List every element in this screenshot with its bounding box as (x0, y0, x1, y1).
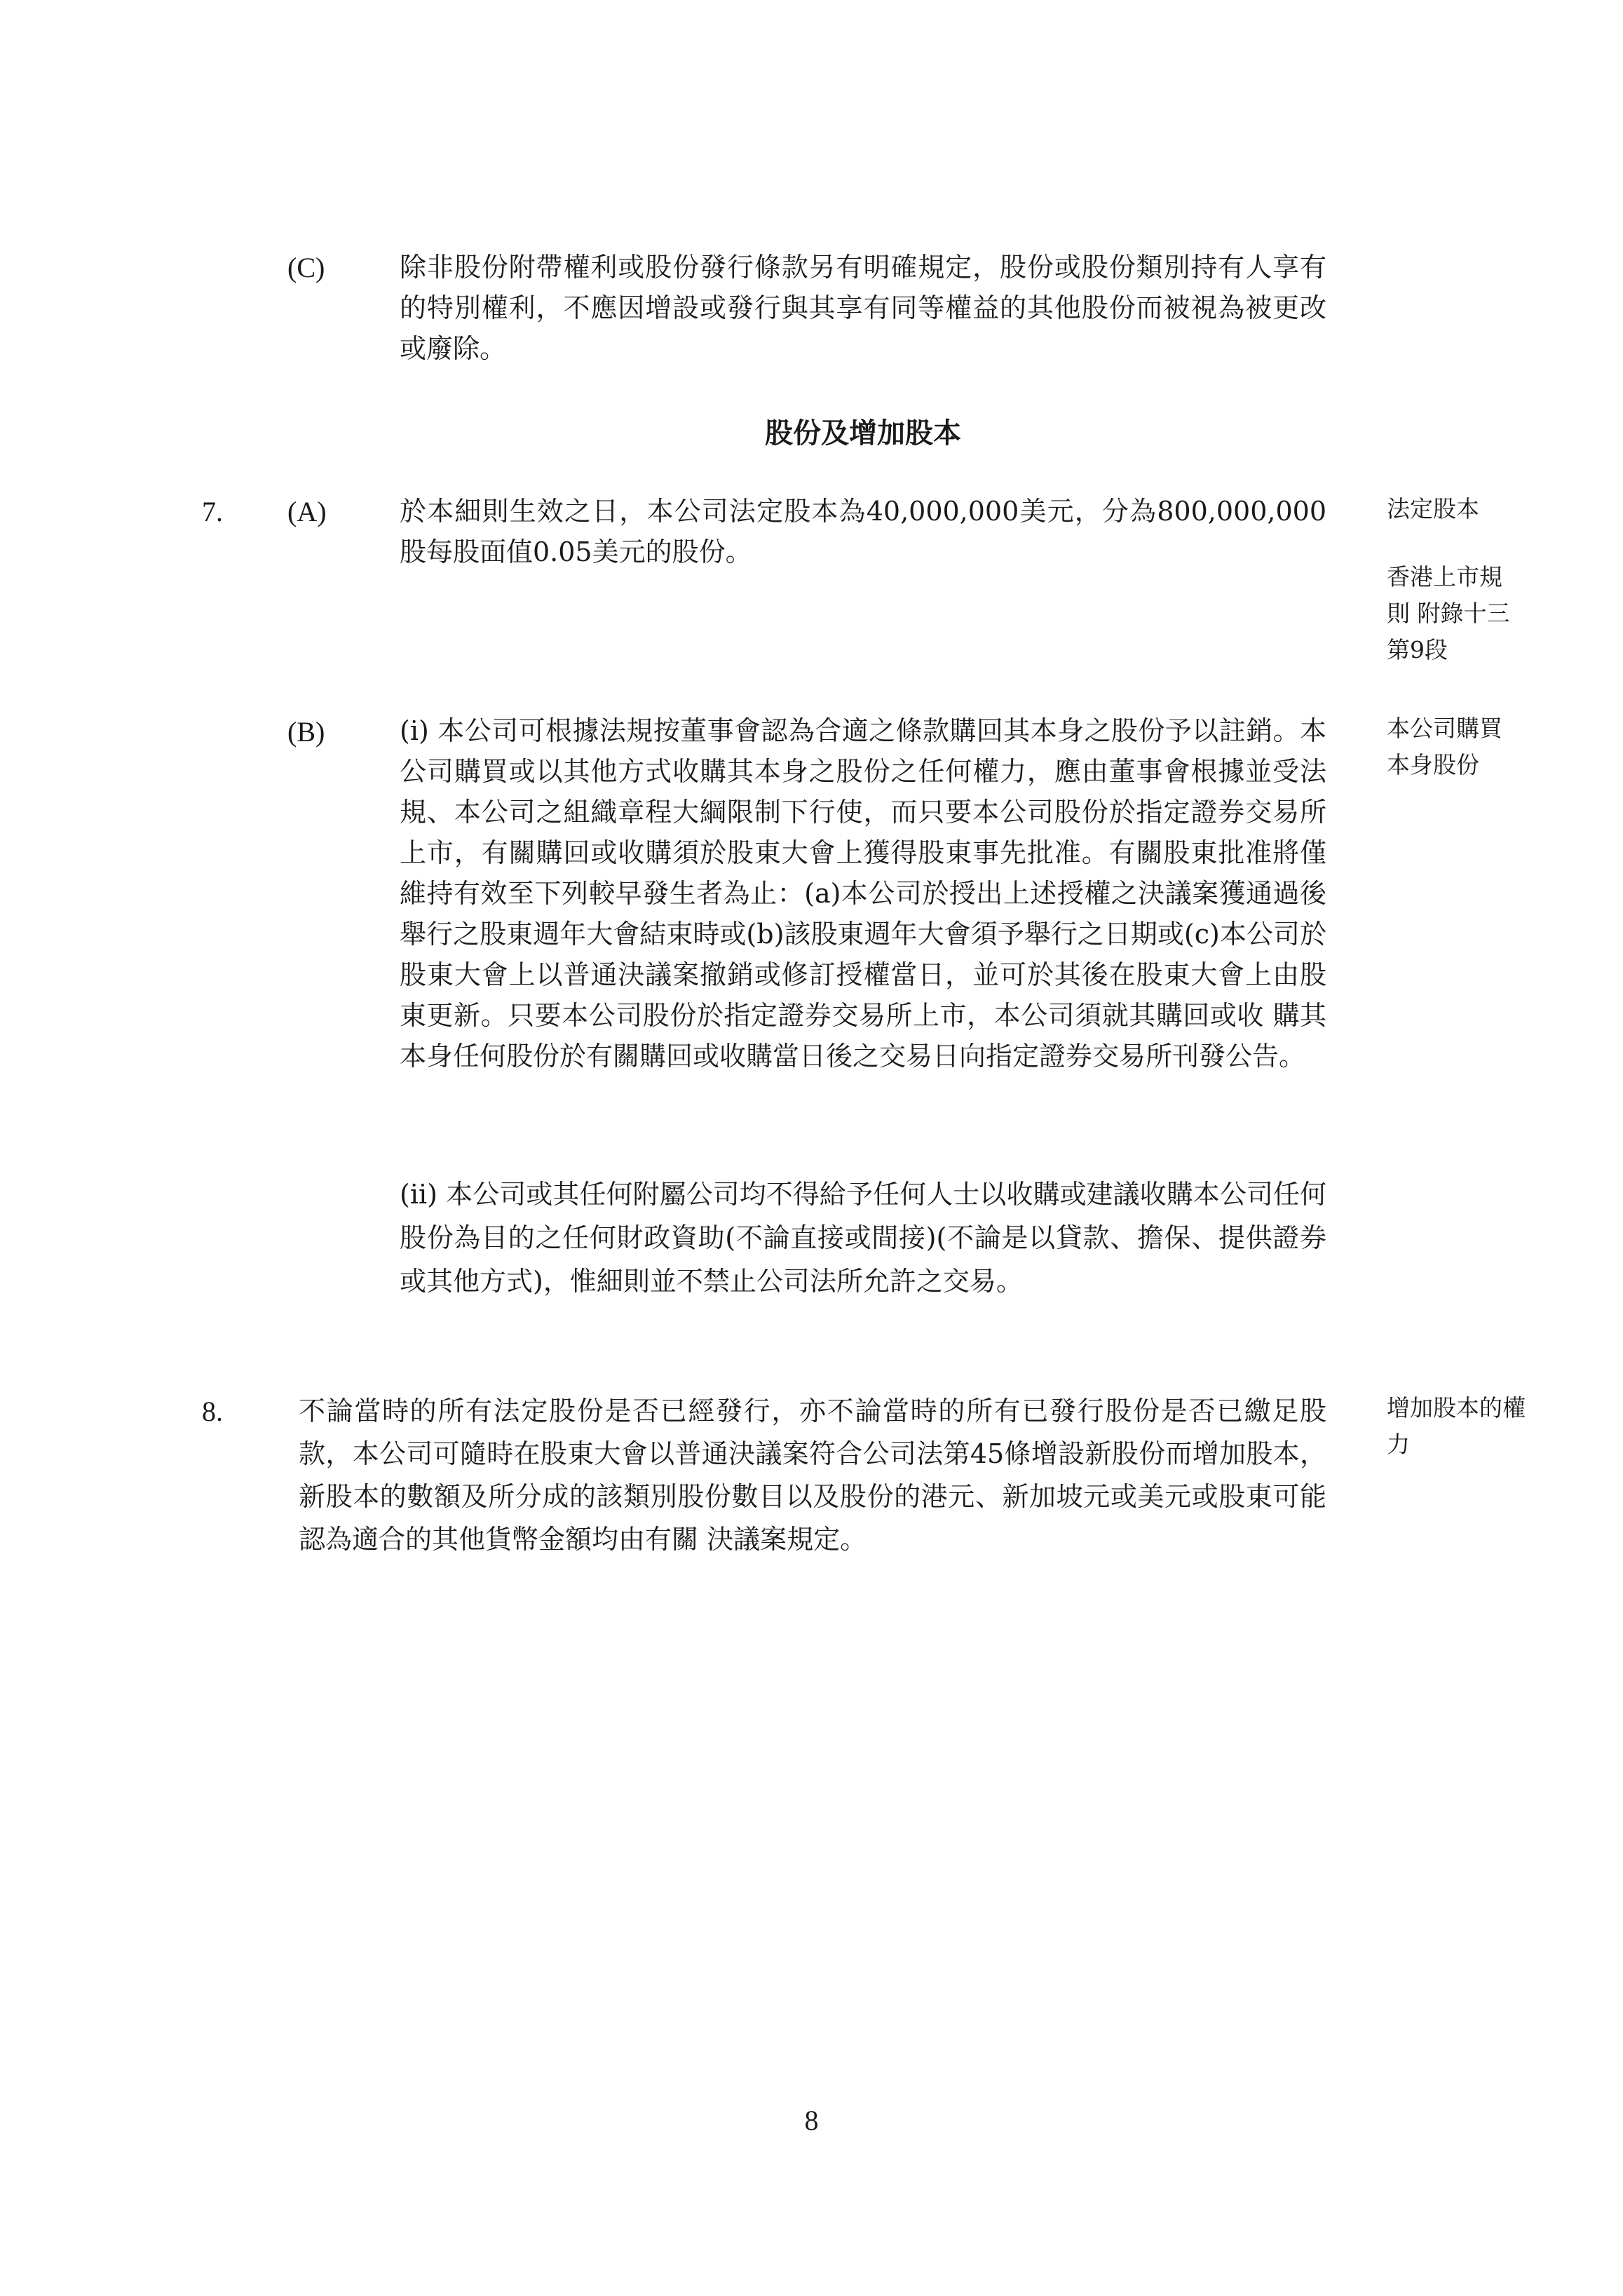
clause-6c-text: 除非股份附帶權利或股份發行條款另有明確規定，股份或股份類別持有人享有的特別權利，不應因增設或發行與其享有同等權益的其他股份而被視為被更改或廢除。 (400, 252, 1326, 364)
clause-7-number: 7. (202, 496, 223, 527)
clause-7a-label: (A) (287, 496, 327, 527)
clause-7a-text: 於本細則生效之日，本公司法定股本為40,000,000美元，分為800,000,000股每股面值0.05美元的股份。 (400, 496, 1326, 567)
page-number: 8 (804, 2105, 819, 2136)
clause-7b-i-text: (i) 本公司可根據法規按董事會認為合適之條款購回其本身之股份予以註銷。本公司購買或以其他方式收購其本身之股份之任何權力，應由董事會根據並受法規、本公司之組織章程大綱限制下行使，而只要本公司股份於指定證券交易所上市，有關購回或收購須於股東大會上獲得股東事先批准。有關股東批准將僅維持有效至下列較早發生者為止：(a)本公司於授出上述授權之決議案獲通過後舉行之股東週年大會結束時或(b)該股東週年大會須予舉行之日期或(c)本公司於股東大會上以普通決議案撤銷或修訂授權當日，並可於其後在股東大會上由股東更新。只要本公司股份於指定證券交易所上市，本公司須就其購回或收 購其本身任何股份於有關購回或收購當日後之交易日向指定證券交易所刊發公告。 (400, 715, 1326, 1072)
clause-8-number: 8. (202, 1396, 223, 1427)
section-heading: 股份及增加股本 (765, 417, 961, 450)
clause-8-text: 不論當時的所有法定股份是否已經發行，亦不論當時的所有已發行股份是否已繳足股款，本公司可隨時在股東大會以普通決議案符合公司法第45條增設新股份而增加股本，新股本的數額及所分成的該類別股份數目以及股份的港元、新加坡元或美元或股東可能認為適合的其他貨幣金額均由有關 決議案規定。 (299, 1396, 1326, 1555)
clause-6c-label: (C) (287, 252, 325, 283)
margin-note-buy-own-shares: 本公司購買本身股份 (1387, 715, 1502, 778)
margin-note-increase-capital: 增加股本的權力 (1387, 1394, 1526, 1458)
margin-note-authorised-capital: 法定股本 (1387, 495, 1479, 522)
clause-7b-label: (B) (287, 716, 325, 748)
clause-7b-ii-text: (ii) 本公司或其任何附屬公司均不得給予任何人士以收購或建議收購本公司任何股份為目的之任何財政資助(不論直接或間接)(不論是以貸款、擔保、提供證券或其他方式)，惟細則並不禁止公司法所允許之交易。 (400, 1179, 1326, 1297)
margin-note-listing-rules: 香港上市規則 附錄十三第9段 (1387, 563, 1510, 663)
